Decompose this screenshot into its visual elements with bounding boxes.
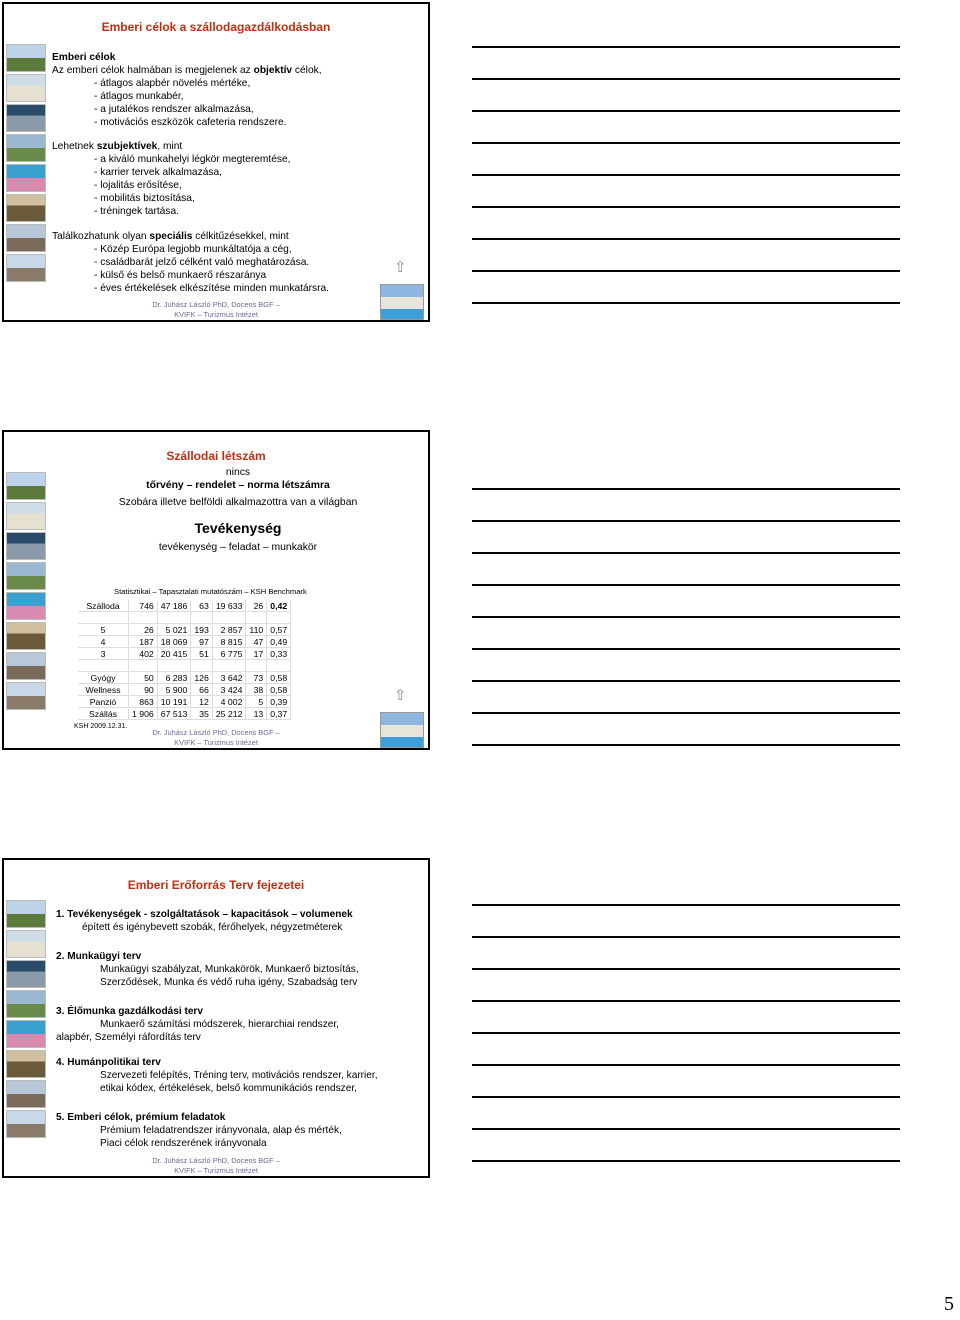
table-cell: 51: [191, 648, 213, 660]
city-thumbnail: [6, 1050, 46, 1078]
table-cell: 50: [129, 672, 158, 684]
notes-lines-2: [472, 488, 900, 776]
footer-author: Dr. Juhász László PhD, Docens BGF –: [152, 1156, 280, 1165]
note-line: [472, 1160, 900, 1162]
note-line: [472, 270, 900, 272]
table-cell: 863: [129, 696, 158, 708]
palace-thumbnail: [6, 502, 46, 530]
table-cell: [157, 660, 191, 672]
chapter-line: Piaci célok rendszerének irányvonala: [100, 1138, 267, 1149]
table-cell: 18 069: [157, 636, 191, 648]
table-cell: Gyógy: [78, 672, 129, 684]
note-line: [472, 584, 900, 586]
page-number: 5: [944, 1293, 954, 1315]
note-line: [472, 1032, 900, 1034]
text-line: Szobára illetve belföldi alkalmazottra van a világban: [118, 497, 358, 508]
note-line: [472, 238, 900, 240]
chapter-heading: 1. Tevékenységek - szolgáltatások – kapacitások – volumenek: [56, 909, 353, 920]
special-intro: Találkozhatunk olyan speciális célkitűzésekkel, mint: [52, 230, 289, 242]
note-line: [472, 1000, 900, 1002]
table-cell: 3: [78, 648, 129, 660]
slide-body: [56, 908, 426, 1150]
pool-thumbnail: [6, 164, 46, 192]
table-cell: 3 424: [212, 684, 246, 696]
castle-thumbnail: [6, 900, 46, 928]
note-line: [472, 904, 900, 906]
table-cell: 5: [78, 624, 129, 636]
table-cell: 0,39: [267, 696, 291, 708]
table-row: [78, 660, 291, 672]
list-item: - karrier tervek alkalmazása,: [94, 167, 222, 179]
note-line: [472, 712, 900, 714]
table-cell: 1 906: [129, 708, 158, 720]
list-item: - mobilitás biztosítása,: [94, 193, 195, 205]
table-cell: 193: [191, 624, 213, 636]
table-cell: 0,58: [267, 684, 291, 696]
castle-thumbnail: [6, 44, 46, 72]
table-cell: 746: [129, 600, 158, 612]
text-line: tőrvény – rendelet – norma létszámra: [146, 480, 330, 491]
table-row: [78, 696, 291, 708]
table-cell: Szálloda: [78, 600, 129, 612]
table-cell: 5 900: [157, 684, 191, 696]
note-line: [472, 1096, 900, 1098]
chapter-item: [56, 908, 426, 934]
slide-title: Emberi Erőforrás Terv fejezetei: [127, 878, 305, 892]
section-heading: Emberi célok: [52, 52, 116, 63]
slide-footer: [4, 1156, 428, 1175]
footer-institute: KVIFK – Turizmus Intézet: [174, 737, 258, 747]
city-thumbnail: [6, 194, 46, 222]
table-cell: 5: [246, 696, 267, 708]
chapter-item: [56, 1111, 426, 1150]
text-line: nincs: [225, 467, 251, 478]
table-cell: 10 191: [157, 696, 191, 708]
chapter-heading: 5. Emberi célok, prémium feladatok: [56, 1112, 226, 1123]
note-line: [472, 1064, 900, 1066]
table-row: [78, 636, 291, 648]
building-thumbnail: [6, 104, 46, 132]
table-cell: Wellness: [78, 684, 129, 696]
slide-body: [48, 466, 428, 554]
note-line: [472, 968, 900, 970]
note-line: [472, 206, 900, 208]
church-thumbnail: [6, 224, 46, 252]
table-cell: 47 186: [157, 600, 191, 612]
list-item: - a jutalékos rendszer alkalmazása,: [94, 103, 254, 115]
table-cell: 0,57: [267, 624, 291, 636]
chapter-item: [56, 1056, 426, 1095]
table-cell: [267, 660, 291, 672]
note-line: [472, 744, 900, 746]
table-row: [78, 672, 291, 684]
table-cell: 8 815: [212, 636, 246, 648]
table-cell: 26: [129, 624, 158, 636]
table-cell: 110: [246, 624, 267, 636]
table-cell: 13: [246, 708, 267, 720]
note-line: [472, 552, 900, 554]
table-cell: [267, 612, 291, 624]
slide-3: [2, 858, 430, 1178]
table-cell: [246, 612, 267, 624]
list-item: - Közép Európa legjobb munkáltatója a cég,: [94, 243, 292, 255]
pool-thumbnail: [6, 592, 46, 620]
text-line: tevékenység – feladat – munkakör: [158, 542, 318, 553]
city-thumbnail: [6, 622, 46, 650]
chapter-line: Munkaügyi szabályzat, Munkakörök, Munkaerő biztosítás,: [100, 964, 359, 975]
table-cell: [246, 660, 267, 672]
stats-header: Statisztikai – Tapasztalati mutatószám – KSH Benchmark: [114, 587, 307, 596]
source-note: KSH 2009.12.31.: [74, 723, 128, 730]
note-line: [472, 302, 900, 304]
table-cell: 402: [129, 648, 158, 660]
table-cell: 38: [246, 684, 267, 696]
table-cell: 0,42: [267, 600, 291, 612]
chapter-line: etikai kódex, értékelések, belső kommunikációs rendszer,: [100, 1083, 357, 1094]
table-cell: 66: [191, 684, 213, 696]
note-line: [472, 616, 900, 618]
list-item: - átlagos munkabér,: [94, 90, 184, 102]
up-arrow-icon[interactable]: ⇧: [394, 687, 407, 704]
hotel-pool-image: [380, 712, 424, 748]
slide-title: Szállodai létszám: [166, 449, 266, 463]
note-line: [472, 520, 900, 522]
table-cell: 90: [129, 684, 158, 696]
palace-thumbnail: [6, 74, 46, 102]
table-cell: 17: [246, 648, 267, 660]
building-thumbnail: [6, 532, 46, 560]
note-line: [472, 648, 900, 650]
table-cell: [212, 660, 246, 672]
up-arrow-icon[interactable]: ⇧: [394, 259, 407, 276]
manor-thumbnail: [6, 682, 46, 710]
chapter-heading: 4. Humánpolitikai terv: [56, 1057, 161, 1068]
thumbnail-strip: [6, 900, 48, 1140]
hotel-thumbnail: [6, 562, 46, 590]
note-line: [472, 936, 900, 938]
table-cell: 63: [191, 600, 213, 612]
footer-author: Dr. Juhász László PhD, Docens BGF –: [152, 728, 280, 737]
footer-institute: KVIFK – Turizmus Intézet: [174, 1165, 258, 1175]
table-cell: 6 775: [212, 648, 246, 660]
notes-lines-3: [472, 904, 900, 1192]
table-cell: 0,58: [267, 672, 291, 684]
table-cell: 0,33: [267, 648, 291, 660]
chapter-item: [56, 950, 426, 989]
note-line: [472, 110, 900, 112]
table-cell: 6 283: [157, 672, 191, 684]
table-cell: 19 633: [212, 600, 246, 612]
section-subtitle: Tevékenység: [194, 520, 282, 536]
notes-lines-1: [472, 46, 900, 334]
table-cell: 2 857: [212, 624, 246, 636]
table-row: [78, 648, 291, 660]
slide-1: [2, 2, 430, 322]
table-cell: 67 513: [157, 708, 191, 720]
chapter-line: épített és igénybevett szobák, férőhelyek, négyzetméterek: [82, 922, 343, 933]
chapter-item: [56, 1005, 426, 1044]
building-thumbnail: [6, 960, 46, 988]
hotel-pool-image: [380, 284, 424, 320]
list-item: - éves értékelések elkészítése minden munkatársra.: [94, 282, 329, 294]
slide-footer: [4, 728, 428, 747]
palace-thumbnail: [6, 930, 46, 958]
slide-title: Emberi célok a szállodagazdálkodásban: [101, 20, 331, 34]
list-item: - átlagos alapbér növelés mértéke,: [94, 77, 251, 89]
list-item: - tréningek tartása.: [94, 205, 179, 217]
note-line: [472, 488, 900, 490]
slide-footer: [4, 300, 428, 319]
slide-2: [2, 430, 430, 750]
slide-body: [52, 52, 422, 295]
table-cell: 3 642: [212, 672, 246, 684]
manor-thumbnail: [6, 1110, 46, 1138]
table-row: [78, 612, 291, 624]
chapter-line: Prémium feladatrendszer irányvonala, alap és mérték,: [100, 1125, 342, 1136]
table-cell: [191, 660, 213, 672]
table-cell: 0,49: [267, 636, 291, 648]
church-thumbnail: [6, 652, 46, 680]
table-cell: Szállás: [78, 708, 129, 720]
subjective-intro: Lehetnek szubjektívek, mint: [52, 141, 183, 153]
manor-thumbnail: [6, 254, 46, 282]
table-cell: [78, 660, 129, 672]
chapter-heading: 2. Munkaügyi terv: [56, 951, 142, 962]
hotel-thumbnail: [6, 990, 46, 1018]
table-cell: 97: [191, 636, 213, 648]
table-cell: [129, 612, 158, 624]
table-row: [78, 684, 291, 696]
table-cell: [212, 612, 246, 624]
intro-text: Az emberi célok halmában is megjelenek az objektív célok,: [52, 64, 322, 76]
table-cell: [191, 612, 213, 624]
table-cell: [78, 612, 129, 624]
footer-institute: KVIFK – Turizmus Intézet: [174, 309, 258, 319]
table-cell: 25 212: [212, 708, 246, 720]
list-item: - motivációs eszközök cafeteria rendszere.: [94, 116, 287, 128]
table-row: [78, 708, 291, 720]
hotel-thumbnail: [6, 134, 46, 162]
pool-thumbnail: [6, 1020, 46, 1048]
table-cell: 26: [246, 600, 267, 612]
chapter-heading: 3. Élőmunka gazdálkodási terv: [56, 1006, 203, 1017]
thumbnail-strip: [6, 44, 48, 284]
table-row: [78, 600, 291, 612]
footer-author: Dr. Juhász László PhD, Docens BGF –: [152, 300, 280, 309]
stats-table: [78, 600, 291, 720]
list-item: - a kiváló munkahelyi légkör megteremtése,: [94, 154, 291, 166]
table-row: [78, 624, 291, 636]
note-line: [472, 1128, 900, 1130]
note-line: [472, 78, 900, 80]
chapter-line: Szerződések, Munka és védő ruha igény, Szabadság terv: [100, 977, 358, 988]
thumbnail-strip: [6, 472, 48, 712]
note-line: [472, 142, 900, 144]
table-cell: 47: [246, 636, 267, 648]
table-cell: 126: [191, 672, 213, 684]
list-item: - lojalitás erősítése,: [94, 180, 182, 192]
table-cell: [129, 660, 158, 672]
table-cell: 73: [246, 672, 267, 684]
chapter-line: Munkaerő számítási módszerek, hierarchiai rendszer,: [100, 1019, 339, 1030]
list-item: - külső és belső munkaerő részaránya: [94, 269, 267, 281]
chapter-line: alapbér, Személyi ráfordítás terv: [56, 1032, 201, 1043]
table-cell: 0,37: [267, 708, 291, 720]
table-cell: 4: [78, 636, 129, 648]
note-line: [472, 680, 900, 682]
table-cell: 4 002: [212, 696, 246, 708]
table-cell: 20 415: [157, 648, 191, 660]
table-cell: 35: [191, 708, 213, 720]
castle-thumbnail: [6, 472, 46, 500]
church-thumbnail: [6, 1080, 46, 1108]
table-cell: 187: [129, 636, 158, 648]
note-line: [472, 174, 900, 176]
chapter-line: Szervezeti felépítés, Tréning terv, motivációs rendszer, karrier,: [100, 1070, 378, 1081]
table-cell: 12: [191, 696, 213, 708]
table-cell: Panzió: [78, 696, 129, 708]
note-line: [472, 46, 900, 48]
table-cell: 5 021: [157, 624, 191, 636]
list-item: - családbarát jelző célként való meghatározása.: [94, 256, 310, 268]
table-cell: [157, 612, 191, 624]
